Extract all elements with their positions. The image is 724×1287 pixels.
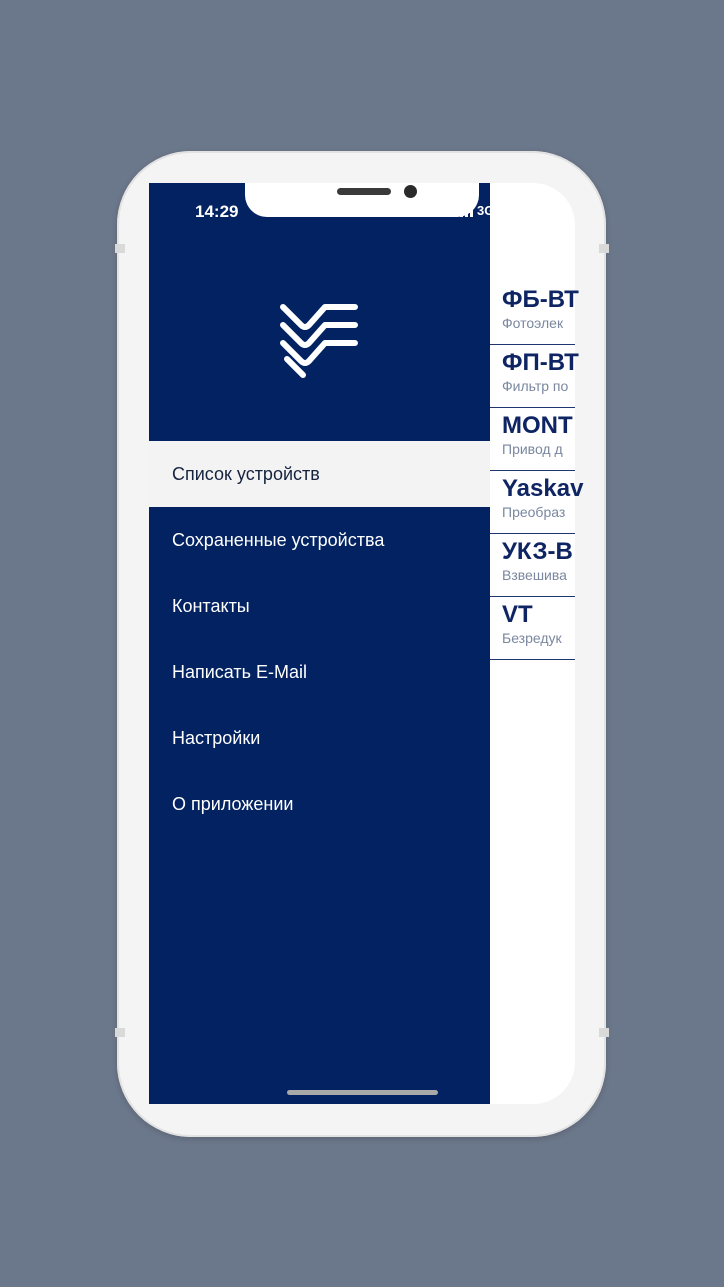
menu-item-settings[interactable]: Настройки [172, 727, 261, 748]
vf-logo-icon [279, 301, 361, 386]
home-indicator[interactable] [287, 1090, 438, 1095]
status-indicators [455, 203, 520, 218]
signal-icon [455, 205, 473, 217]
device-title: MONT [502, 412, 573, 439]
device-subtitle: Безредук [502, 630, 562, 646]
speaker-grille [337, 188, 391, 195]
device-list [490, 282, 584, 660]
device-title: Yaskav [502, 475, 584, 502]
list-item[interactable] [490, 534, 575, 597]
device-subtitle: Взвешива [502, 567, 567, 583]
device-title: ФП-ВТ [502, 349, 579, 376]
battery-icon [498, 205, 520, 216]
phone-side-button [115, 244, 125, 253]
phone-side-button [599, 244, 609, 253]
list-item[interactable] [490, 282, 579, 345]
menu-item-contacts[interactable]: Контакты [172, 595, 250, 616]
phone-side-button [115, 1028, 125, 1037]
app-screen [149, 183, 584, 1104]
phone-notch [245, 183, 479, 217]
menu-item-device-list[interactable]: Список устройств [149, 441, 490, 507]
status-time: 14:29 [195, 202, 239, 221]
device-subtitle: Фильтр по [502, 378, 569, 394]
menu-title[interactable]: Меню [508, 248, 557, 268]
list-item[interactable] [490, 471, 584, 534]
device-subtitle: Преобраз [502, 504, 566, 520]
menu-item-saved-devices[interactable]: Сохраненные устройства [172, 529, 385, 550]
menu-item-about[interactable]: О приложении [172, 793, 294, 814]
drawer-menu [149, 441, 490, 837]
network-type: 3G [477, 203, 495, 218]
menu-item-write-email[interactable]: Написать E-Mail [172, 661, 308, 682]
phone-side-button [599, 1028, 609, 1037]
list-item[interactable] [490, 408, 575, 471]
device-subtitle: Привод д [502, 441, 563, 457]
device-subtitle: Фотоэлек [502, 315, 564, 331]
list-item[interactable] [490, 597, 575, 660]
front-camera [404, 185, 417, 198]
device-title: УКЗ-В [502, 538, 573, 565]
device-title: VT [502, 601, 533, 628]
device-title: ФБ-ВТ [502, 286, 579, 313]
list-item[interactable] [490, 345, 579, 408]
